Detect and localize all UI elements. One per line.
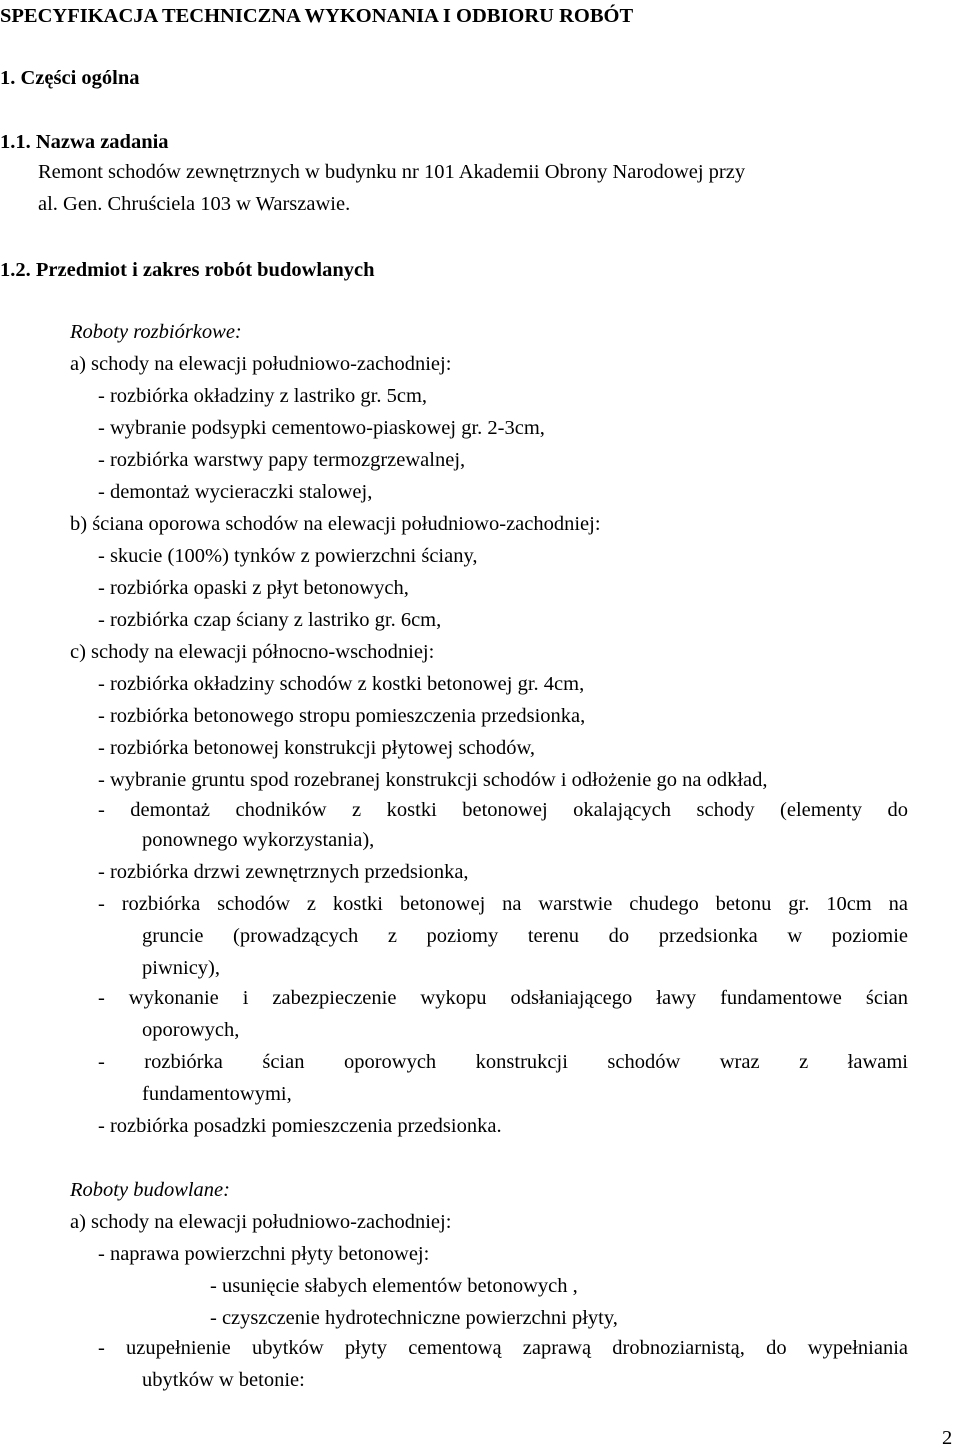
demolition-works-title: Roboty rozbiórkowe: <box>70 321 242 343</box>
demolition-c-item: - rozbiórka drzwi zewnętrznych przedsionka, <box>98 861 469 883</box>
demolition-c-item: - rozbiórka ścian oporowych konstrukcji schodów wraz z ławami <box>98 1051 908 1073</box>
section-1-2-heading: 1.2. Przedmiot i zakres robót budowlanych <box>0 259 375 281</box>
demolition-b-heading: b) ściana oporowa schodów na elewacji południowo-zachodniej: <box>70 513 601 535</box>
demolition-c-item-continuation: gruncie (prowadzących z poziomy terenu do przedsionka w poziomie <box>142 925 908 947</box>
demolition-a-item: - wybranie podsypki cementowo-piaskowej gr. 2-3cm, <box>98 417 545 439</box>
task-name-line-2: al. Gen. Chruściela 103 w Warszawie. <box>38 193 351 215</box>
construction-works-title: Roboty budowlane: <box>70 1179 230 1201</box>
demolition-a-item: - rozbiórka warstwy papy termozgrzewalnej, <box>98 449 466 471</box>
demolition-c-item-continuation: oporowych, <box>142 1019 240 1041</box>
demolition-c-item: - wykonanie i zabezpieczenie wykopu odsłaniającego ławy fundamentowe ścian <box>98 987 908 1009</box>
demolition-c-item: - rozbiórka schodów z kostki betonowej na warstwie chudego betonu gr. 10cm na <box>98 893 908 915</box>
demolition-c-item-continuation: piwnicy), <box>142 957 220 979</box>
section-1-heading: 1. Części ogólna <box>0 67 140 89</box>
demolition-b-item: - rozbiórka czap ściany z lastriko gr. 6cm, <box>98 609 442 631</box>
document-title: SPECYFIKACJA TECHNICZNA WYKONANIA I ODBIORU ROBÓT <box>0 5 634 27</box>
demolition-c-item: - rozbiórka betonowej konstrukcji płytowej schodów, <box>98 737 536 759</box>
demolition-c-item: - rozbiórka betonowego stropu pomieszczenia przedsionka, <box>98 705 586 727</box>
construction-a-subitem: - usunięcie słabych elementów betonowych , <box>210 1275 578 1297</box>
construction-a-item: - naprawa powierzchni płyty betonowej: <box>98 1243 430 1265</box>
demolition-a-item: - demontaż wycieraczki stalowej, <box>98 481 373 503</box>
demolition-c-heading: c) schody na elewacji północno-wschodniej: <box>70 641 435 663</box>
demolition-c-item: - wybranie gruntu spod rozebranej konstrukcji schodów i odłożenie go na odkład, <box>98 769 768 791</box>
section-1-1-heading: 1.1. Nazwa zadania <box>0 131 169 153</box>
demolition-b-item: - rozbiórka opaski z płyt betonowych, <box>98 577 409 599</box>
construction-a-item: - uzupełnienie ubytków płyty cementową zaprawą drobnoziarnistą, do wypełniania <box>98 1337 908 1359</box>
page-number: 2 <box>942 1427 953 1449</box>
construction-a-heading: a) schody na elewacji południowo-zachodniej: <box>70 1211 452 1233</box>
demolition-a-item: - rozbiórka okładziny z lastriko gr. 5cm, <box>98 385 428 407</box>
demolition-b-item: - skucie (100%) tynków z powierzchni ściany, <box>98 545 478 567</box>
task-name-line-1: Remont schodów zewnętrznych w budynku nr 101 Akademii Obrony Narodowej przy <box>38 161 746 183</box>
demolition-a-heading: a) schody na elewacji południowo-zachodniej: <box>70 353 452 375</box>
demolition-c-item: - rozbiórka okładziny schodów z kostki betonowej gr. 4cm, <box>98 673 585 695</box>
demolition-c-item: - rozbiórka posadzki pomieszczenia przedsionka. <box>98 1115 502 1137</box>
construction-a-item-continuation: ubytków w betonie: <box>142 1369 305 1391</box>
construction-a-subitem: - czyszczenie hydrotechniczne powierzchni płyty, <box>210 1307 618 1329</box>
demolition-c-item-continuation: fundamentowymi, <box>142 1083 292 1105</box>
demolition-c-item-continuation: ponownego wykorzystania), <box>142 829 375 851</box>
demolition-c-item: - demontaż chodników z kostki betonowej okalających schody (elementy do <box>98 799 908 821</box>
